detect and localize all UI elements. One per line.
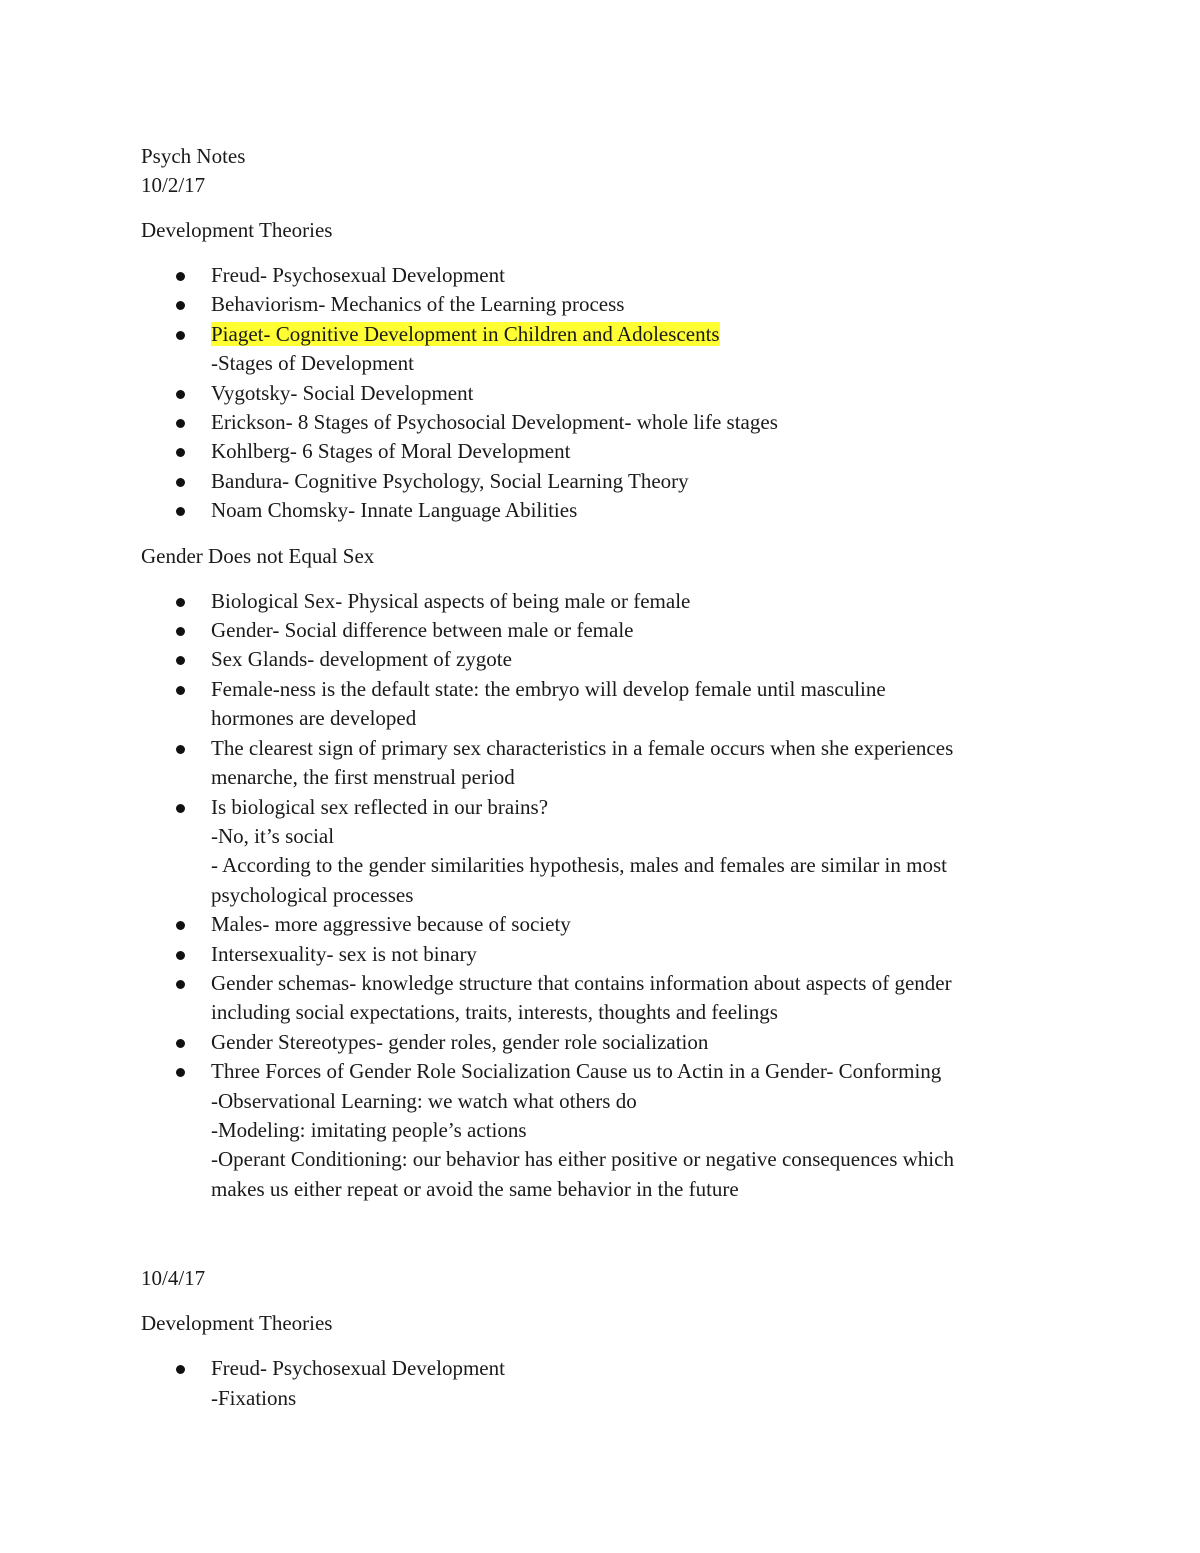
list-item: Behaviorism- Mechanics of the Learning process bbox=[141, 290, 1061, 319]
development-theories-list bbox=[141, 261, 1061, 526]
list-item: Vygotsky- Social Development bbox=[141, 379, 1061, 408]
sub-note: -Fixations bbox=[211, 1385, 297, 1410]
list-item: Three Forces of Gender Role Socialization Cause us to Actin in a Gender- Conforming -Observational Learning: we watch what others do -Modeling: imitating people’s actions -Operant Conditioning: our behavior has either positive or negative consequences which makes us either repeat or avoid the same behavior in the future bbox=[141, 1057, 1061, 1204]
development-theories-list-2 bbox=[141, 1354, 1061, 1413]
list-item: Gender schemas- knowledge structure that contains information about aspects of gender including social expectations, traits, interests, thoughts and feelings bbox=[141, 969, 1061, 1028]
list-item: Males- more aggressive because of society bbox=[141, 910, 1061, 939]
list-item-highlighted bbox=[141, 320, 1061, 379]
section-title-gender: Gender Does not Equal Sex bbox=[141, 543, 375, 568]
list-item: Noam Chomsky- Innate Language Abilities bbox=[141, 496, 1061, 525]
highlighted-text: Piaget- Cognitive Development in Children and Adolescents bbox=[211, 321, 720, 346]
sub-note: -Operant Conditioning: our behavior has either positive or negative consequences which bbox=[211, 1147, 954, 1172]
list-item: Female-ness is the default state: the embryo will develop female until masculine hormones are developed bbox=[141, 675, 1061, 734]
list-item: Kohlberg- 6 Stages of Moral Development bbox=[141, 437, 1061, 466]
blank-line bbox=[141, 1220, 1061, 1264]
list-item: Bandura- Cognitive Psychology, Social Learning Theory bbox=[141, 467, 1061, 496]
sub-note: -No, it’s social bbox=[211, 823, 335, 848]
list-item: Intersexuality- sex is not binary bbox=[141, 940, 1061, 969]
list-item: Erickson- 8 Stages of Psychosocial Development- whole life stages bbox=[141, 408, 1061, 437]
sub-note: - According to the gender similarities hypothesis, males and females are similar in most bbox=[211, 853, 947, 878]
list-item: Gender Stereotypes- gender roles, gender role socialization bbox=[141, 1028, 1061, 1057]
section-title-development-theories: Development Theories bbox=[141, 218, 333, 242]
sub-note: -Modeling: imitating people’s actions bbox=[211, 1117, 527, 1142]
document-title: Psych Notes bbox=[141, 144, 246, 168]
list-item: Biological Sex- Physical aspects of being male or female bbox=[141, 587, 1061, 616]
list-item: Freud- Psychosexual Development bbox=[141, 261, 1061, 290]
list-item: Sex Glands- development of zygote bbox=[141, 645, 1061, 674]
section-title-development-theories-2: Development Theories bbox=[141, 1311, 333, 1336]
gender-list bbox=[141, 587, 1061, 1205]
notes-page bbox=[141, 142, 1061, 1429]
date-oct-4: 10/4/17 bbox=[141, 1266, 206, 1291]
sub-note: -Observational Learning: we watch what others do bbox=[211, 1088, 637, 1113]
date-oct-2: 10/2/17 bbox=[141, 173, 206, 197]
list-item: Freud- Psychosexual Development -Fixations bbox=[141, 1354, 1061, 1413]
list-item: The clearest sign of primary sex characteristics in a female occurs when she experiences menarche, the first menstrual period bbox=[141, 734, 1061, 793]
sub-note: -Stages of Development bbox=[211, 351, 414, 376]
list-item: Gender- Social difference between male or female bbox=[141, 616, 1061, 645]
list-item: Is biological sex reflected in our brains? -No, it’s social - According to the gender similarities hypothesis, males and females are similar in most psychological processes bbox=[141, 793, 1061, 911]
